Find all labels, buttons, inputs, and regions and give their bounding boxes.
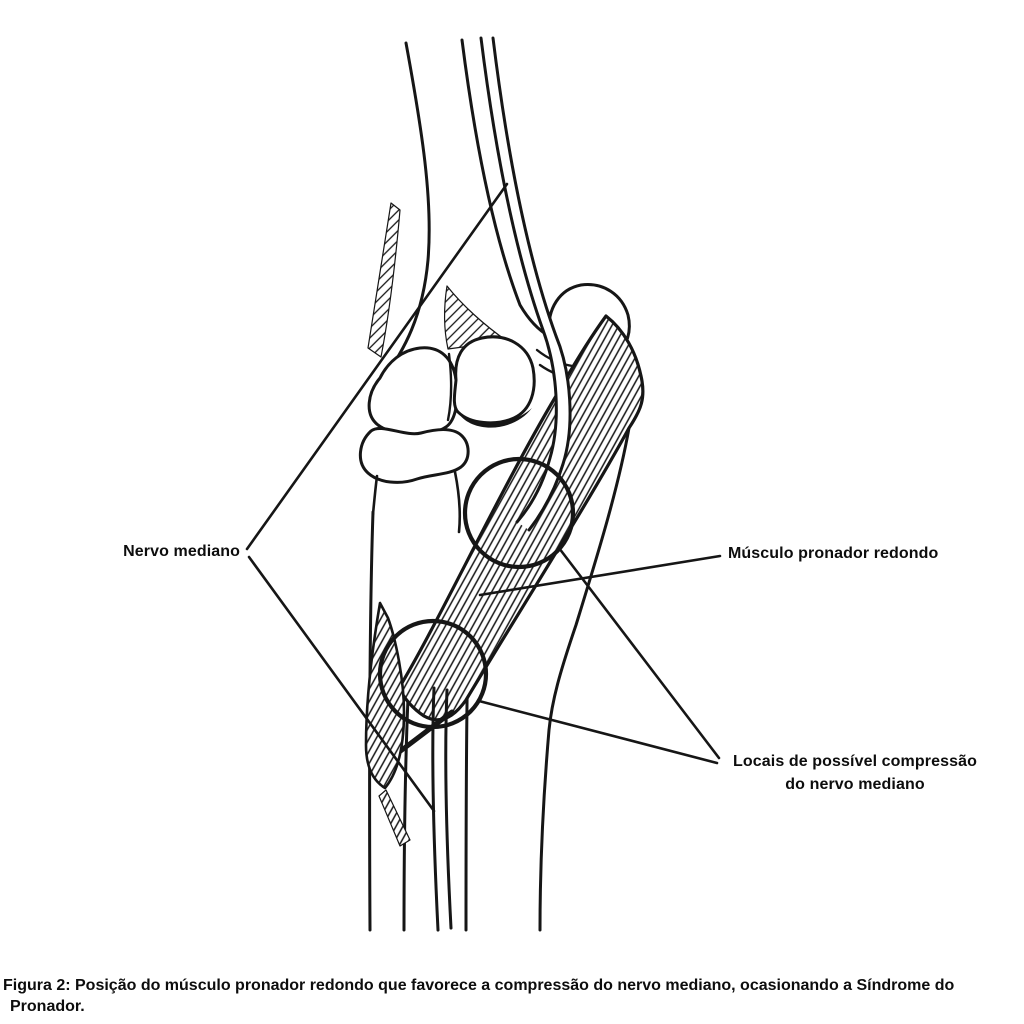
supracondylar-hatch <box>368 203 400 357</box>
label-locais-compressao <box>718 750 992 796</box>
condyle-right-lobe <box>454 337 534 423</box>
label-locais-line1: Locais de possível compressão <box>733 753 977 770</box>
radius-right-line <box>404 698 408 930</box>
caption-line1: Figura 2: Posição do músculo pronador redondo que favorece a compressão do nervo mediano, ocasionando a Síndrome do <box>3 977 955 994</box>
humerus-left-contour <box>381 43 429 382</box>
caption-line2: Pronador. <box>10 998 85 1015</box>
radial-head-bone <box>360 428 468 482</box>
figure-caption <box>3 975 1021 1017</box>
label-nervo-mediano: Nervo mediano <box>123 543 240 560</box>
label-locais-line2: do nervo mediano <box>785 776 925 793</box>
radial-neck-right <box>455 472 460 532</box>
radial-neck-left <box>373 476 377 514</box>
label-musculo-pronador-redondo: Músculo pronador redondo <box>728 545 939 562</box>
leader-locais-upper <box>559 548 719 758</box>
